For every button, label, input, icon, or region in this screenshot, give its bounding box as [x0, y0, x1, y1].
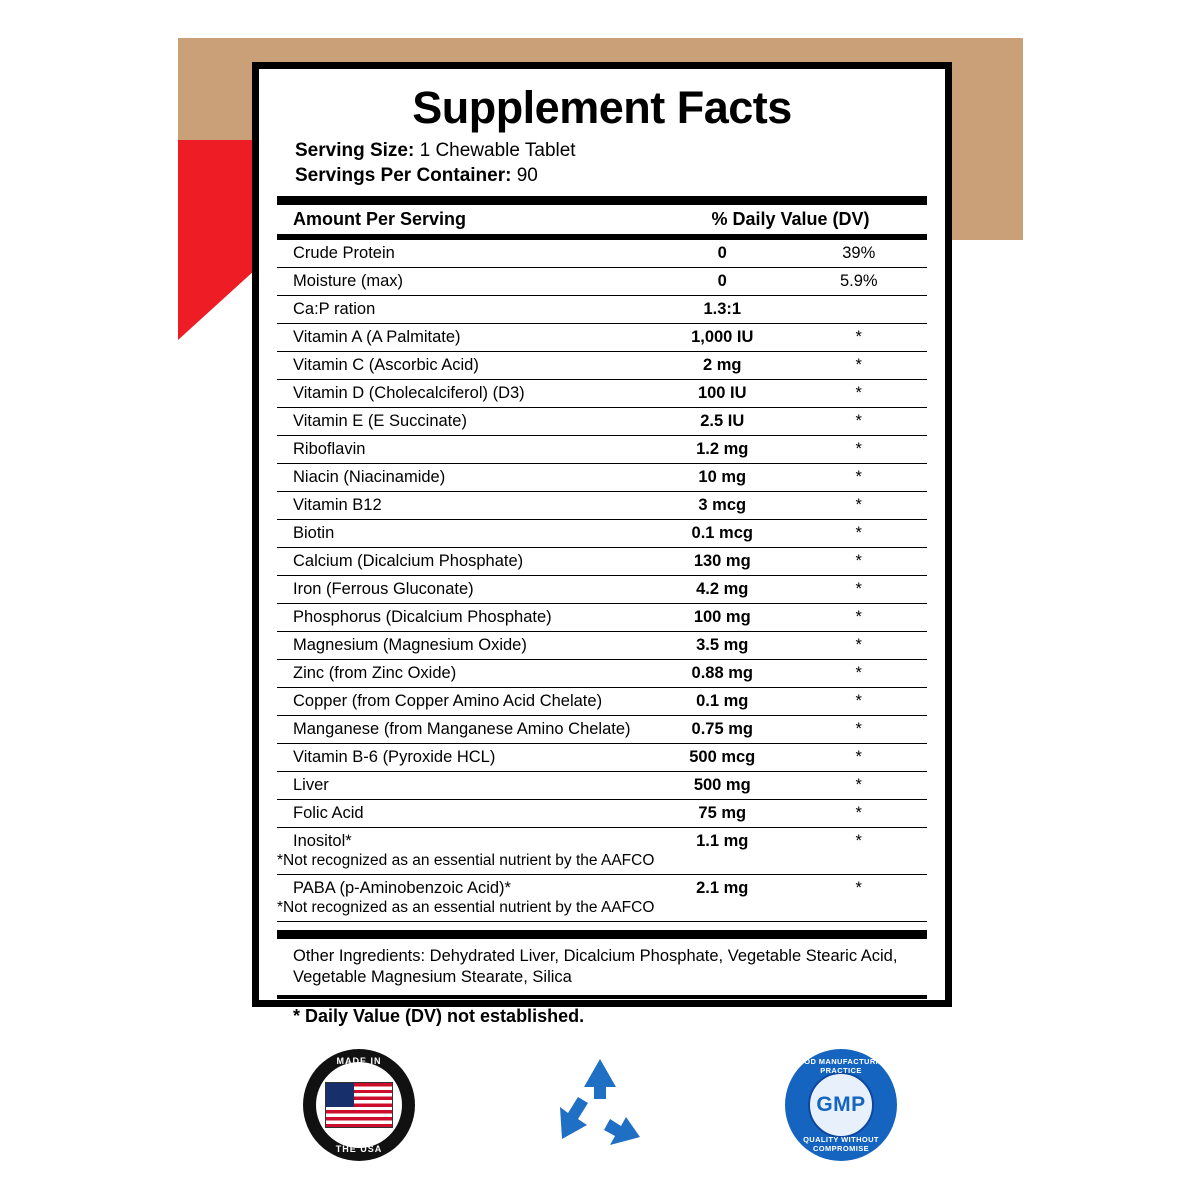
nutrient-daily-value: * — [791, 492, 928, 520]
nutrient-amount: 2.5 IU — [654, 408, 791, 436]
nutrient-daily-value: * — [791, 772, 928, 800]
nutrient-amount: 2 mg — [654, 352, 791, 380]
table-row — [277, 772, 927, 800]
nutrient-amount: 100 mg — [654, 604, 791, 632]
nutrient-amount: 500 mcg — [654, 744, 791, 772]
nutrient-name: Copper (from Copper Amino Acid Chelate) — [277, 688, 654, 716]
nutrition-table — [277, 205, 927, 922]
servings-per-container-value: 90 — [516, 165, 538, 187]
nutrient-amount: 0.1 mcg — [654, 520, 791, 548]
nutrient-amount: 500 mg — [654, 772, 791, 800]
table-row — [277, 744, 927, 772]
nutrient-amount: 0.1 mg — [654, 688, 791, 716]
nutrient-amount: 4.2 mg — [654, 576, 791, 604]
nutrient-name: Liver — [277, 772, 654, 800]
nutrient-name: PABA (p-Aminobenzoic Acid)* — [293, 879, 511, 898]
gmp-center-text: GMP — [808, 1072, 874, 1138]
nutrient-name: Vitamin E (E Succinate) — [277, 408, 654, 436]
serving-size-label: Serving Size: — [295, 140, 415, 161]
divider-thick-top — [277, 196, 927, 205]
table-row — [277, 576, 927, 604]
nutrient-daily-value: 5.9% — [791, 268, 928, 296]
nutrient-daily-value: * — [791, 800, 928, 828]
nutrient-name: Phosphorus (Dicalcium Phosphate) — [277, 604, 654, 632]
serving-size-line — [295, 138, 927, 163]
nutrient-daily-value: * — [855, 832, 862, 851]
nutrient-daily-value: * — [791, 576, 928, 604]
nutrient-daily-value: * — [791, 716, 928, 744]
nutrient-amount: 1.2 mg — [654, 436, 791, 464]
table-header-daily-value: % Daily Value (DV) — [654, 205, 927, 235]
daily-value-note: * Daily Value (DV) not established. — [293, 1006, 585, 1027]
nutrient-daily-value: * — [791, 324, 928, 352]
nutrient-amount: 3 mcg — [654, 492, 791, 520]
nutrient-name: Iron (Ferrous Gluconate) — [277, 576, 654, 604]
serving-size-value: 1 Chewable Tablet — [419, 140, 576, 161]
table-row — [277, 716, 927, 744]
table-row — [277, 548, 927, 576]
nutrient-name: Vitamin B-6 (Pyroxide HCL) — [277, 744, 654, 772]
table-header-amount: Amount Per Serving — [277, 205, 654, 235]
table-row — [277, 380, 927, 408]
nutrient-amount: 100 IU — [654, 380, 791, 408]
table-row — [277, 604, 927, 632]
nutrient-daily-value: * — [855, 879, 862, 898]
nutrient-daily-value — [791, 296, 928, 324]
nutrient-amount: 1.3:1 — [654, 296, 791, 324]
supplement-facts-panel — [252, 62, 952, 1027]
certification-badges — [0, 1040, 1200, 1170]
table-row — [277, 436, 927, 464]
recycle-badge — [545, 1053, 655, 1158]
nutrient-daily-value: * — [791, 520, 928, 548]
nutrient-amount: 0.88 mg — [654, 660, 791, 688]
nutrient-name: Vitamin D (Cholecalciferol) (D3) — [277, 380, 654, 408]
nutrient-daily-value: * — [791, 436, 928, 464]
nutrient-daily-value: * — [791, 688, 928, 716]
nutrient-daily-value: * — [791, 548, 928, 576]
footnote-text: *Not recognized as an essential nutrient by the AAFCO — [277, 898, 927, 922]
gmp-bottom-text: QUALITY WITHOUT COMPROMISE — [803, 1135, 879, 1153]
nutrient-amount: 75 mg — [654, 800, 791, 828]
made-in-usa-badge — [303, 1049, 415, 1161]
nutrient-amount: 1,000 IU — [654, 324, 791, 352]
nutrient-amount: 130 mg — [654, 548, 791, 576]
table-row — [277, 464, 927, 492]
nutrient-daily-value: * — [791, 744, 928, 772]
table-footnote-row — [277, 851, 927, 875]
nutrient-name: Vitamin A (A Palmitate) — [277, 324, 654, 352]
nutrient-amount: 10 mg — [654, 464, 791, 492]
table-header-row — [277, 205, 927, 235]
nutrient-amount: 0 — [654, 238, 791, 268]
nutrient-amount: 3.5 mg — [654, 632, 791, 660]
nutrient-name: Magnesium (Magnesium Oxide) — [277, 632, 654, 660]
nutrient-amount: 0.75 mg — [654, 716, 791, 744]
nutrient-daily-value: * — [791, 604, 928, 632]
table-row — [277, 408, 927, 436]
nutrient-name: Niacin (Niacinamide) — [277, 464, 654, 492]
table-row — [277, 520, 927, 548]
nutrient-name: Manganese (from Manganese Amino Chelate) — [277, 716, 654, 744]
table-row — [277, 296, 927, 324]
table-row — [277, 632, 927, 660]
made-in-usa-bottom-text: THE USA — [335, 1144, 383, 1154]
table-row — [277, 238, 927, 268]
recycle-icon — [545, 1053, 655, 1153]
nutrient-name: Riboflavin — [277, 436, 654, 464]
nutrient-name: Inositol* — [293, 832, 352, 851]
nutrient-name: Ca:P ration — [277, 296, 654, 324]
nutrient-daily-value: * — [791, 632, 928, 660]
nutrient-amount: 0 — [654, 268, 791, 296]
nutrient-amount: 1.1 mg — [696, 832, 749, 851]
nutrient-name: Folic Acid — [277, 800, 654, 828]
table-footnote-row — [277, 898, 927, 922]
divider-thick-bottom — [277, 930, 927, 939]
footnote-text: *Not recognized as an essential nutrient by the AAFCO — [277, 851, 927, 875]
nutrient-daily-value: * — [791, 380, 928, 408]
nutrient-daily-value: 39% — [791, 238, 928, 268]
gmp-badge — [785, 1049, 897, 1161]
nutrient-name: Zinc (from Zinc Oxide) — [277, 660, 654, 688]
table-row — [277, 800, 927, 828]
nutrient-name: Biotin — [277, 520, 654, 548]
page-title: Supplement Facts — [412, 82, 792, 133]
table-row — [277, 688, 927, 716]
servings-per-container-line — [295, 163, 927, 188]
nutrient-amount: 2.1 mg — [696, 879, 749, 898]
made-in-usa-top-text: MADE IN — [336, 1056, 382, 1066]
nutrient-daily-value: * — [791, 660, 928, 688]
nutrient-name: Moisture (max) — [277, 268, 654, 296]
table-row — [277, 492, 927, 520]
nutrient-name: Crude Protein — [277, 238, 654, 268]
nutrient-name: Vitamin B12 — [277, 492, 654, 520]
nutrient-daily-value: * — [791, 408, 928, 436]
table-row — [277, 828, 927, 852]
table-row — [277, 352, 927, 380]
nutrient-name: Calcium (Dicalcium Phosphate) — [277, 548, 654, 576]
table-row — [277, 660, 927, 688]
other-ingredients: Other Ingredients: Dehydrated Liver, Dicalcium Phosphate, Vegetable Stearic Acid, Vegetable Magnesium Stearate, Silica — [293, 947, 898, 987]
nutrient-daily-value: * — [791, 352, 928, 380]
gmp-top-text: GOOD MANUFACTURING PRACTICE — [791, 1057, 891, 1075]
nutrient-daily-value: * — [791, 464, 928, 492]
nutrient-name: Vitamin C (Ascorbic Acid) — [277, 352, 654, 380]
table-row — [277, 324, 927, 352]
table-row — [277, 268, 927, 296]
servings-per-container-label: Servings Per Container: — [295, 165, 512, 187]
table-row — [277, 875, 927, 899]
